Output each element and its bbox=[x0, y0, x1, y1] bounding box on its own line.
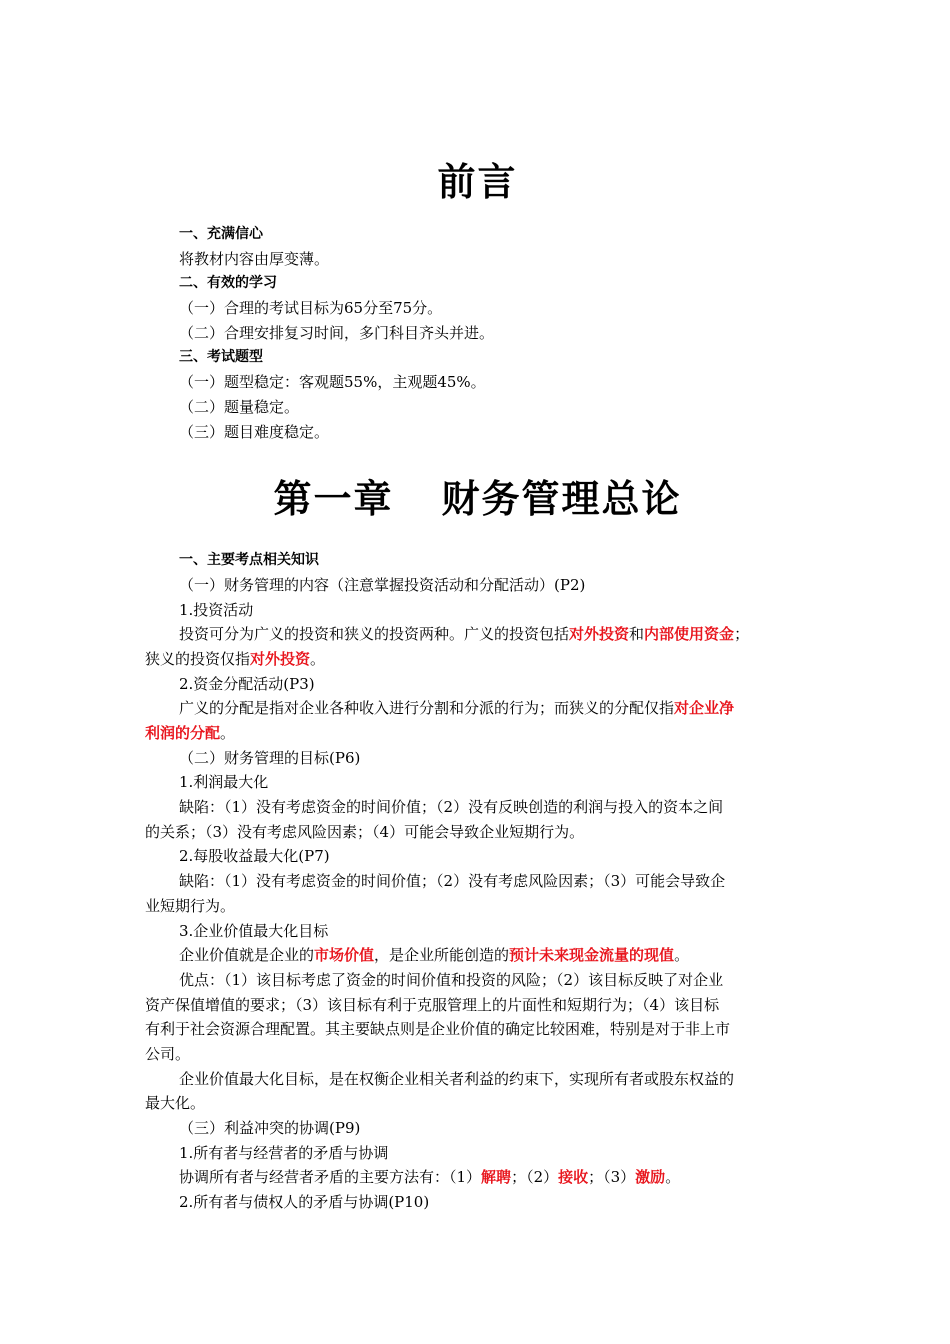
text: ； bbox=[734, 625, 750, 644]
preface-heading-2: 二、有效的学习 bbox=[179, 275, 277, 292]
highlight: 对企业净 bbox=[674, 699, 735, 718]
paragraph-coordination bbox=[145, 1165, 810, 1190]
paragraph-distribution-1 bbox=[145, 696, 810, 721]
chapter-name: 财务管理总论 bbox=[441, 476, 682, 522]
highlight: 接收 bbox=[558, 1168, 589, 1187]
preface-text-2b: （二）合理安排复习时间，多门科目齐头并进。 bbox=[179, 323, 495, 342]
highlight: 利润的分配 bbox=[145, 724, 221, 742]
paragraph-max-1: 企业价值最大化目标，是在权衡企业相关者利益的约束下，实现所有者或股东权益的 bbox=[179, 1069, 735, 1088]
text: 狭义的投资仅指 bbox=[145, 649, 251, 668]
paragraph-defects-1a: 缺陷：（1）没有考虑资金的时间价值；（2）没有反映创造的利润与投入的资本之间 bbox=[179, 798, 724, 817]
chapter-heading-1: 一、主要考点相关知识 bbox=[179, 552, 319, 569]
text: 广义的分配是指对企业各种收入进行分割和分派的行为；而狭义的分配仅指 bbox=[179, 699, 675, 718]
text: ；（2） bbox=[511, 1168, 559, 1187]
text: ，是企业所能创造的 bbox=[374, 946, 510, 965]
paragraph-defects-1b: 的关系；（3）没有考虑风险因素；（4）可能会导致企业短期行为。 bbox=[145, 822, 585, 841]
highlight: 内部使用资金 bbox=[644, 625, 735, 644]
document-page bbox=[145, 0, 810, 1215]
paragraph-distribution-2 bbox=[145, 721, 810, 746]
subsection-owner-creditor: 2.所有者与债权人的矛盾与协调(P10) bbox=[179, 1193, 430, 1212]
paragraph-investment-1 bbox=[145, 622, 810, 647]
subsection-value-max: 3.企业价值最大化目标 bbox=[179, 921, 329, 940]
paragraph-advantages-1: 优点：（1）该目标考虑了资金的时间价值和投资的风险；（2）该目标反映了对企业 bbox=[179, 970, 724, 989]
subsection-profit-max: 1.利润最大化 bbox=[179, 773, 269, 792]
text: 投资可分为广义的投资和狭义的投资两种。广义的投资包括 bbox=[179, 625, 570, 644]
paragraph-value bbox=[145, 943, 810, 968]
chapter-title bbox=[145, 464, 810, 534]
highlight: 市场价值 bbox=[314, 946, 375, 965]
text: ；（3） bbox=[588, 1168, 636, 1187]
chapter-number: 第一章 bbox=[273, 476, 394, 522]
paragraph-investment-2 bbox=[145, 647, 810, 672]
paragraph-advantages-3: 有利于社会资源合理配置。其主要缺点则是企业价值的确定比较困难，特别是对于非上市 bbox=[145, 1020, 731, 1039]
text: 和 bbox=[629, 625, 645, 644]
preface-text-2a: （一）合理的考试目标为65分至75分。 bbox=[179, 299, 443, 318]
paragraph-defects-2b: 业短期行为。 bbox=[145, 896, 236, 915]
text: 。 bbox=[310, 649, 326, 668]
paragraph-defects-2a: 缺陷：（1）没有考虑资金的时间价值；（2）没有考虑风险因素；（3）可能会导致企 bbox=[179, 872, 726, 891]
preface-text-3c: （三）题目难度稳定。 bbox=[179, 422, 330, 441]
subsection-distribution: 2.资金分配活动(P3) bbox=[179, 674, 315, 693]
section-1-heading: （一）财务管理的内容（注意掌握投资活动和分配活动）(P2) bbox=[179, 575, 586, 594]
preface-heading-3: 三、考试题型 bbox=[179, 349, 263, 366]
highlight: 预计未来现金流量的现值 bbox=[509, 946, 675, 965]
section-2-heading: （二）财务管理的目标(P6) bbox=[179, 748, 361, 767]
text: 。 bbox=[674, 946, 690, 965]
section-3-heading: （三）利益冲突的协调(P9) bbox=[179, 1119, 361, 1137]
highlight: 对外投资 bbox=[569, 625, 630, 644]
highlight: 解聘 bbox=[481, 1168, 512, 1187]
preface-text-3b: （二）题量稳定。 bbox=[179, 397, 300, 416]
preface-heading-1: 一、充满信心 bbox=[179, 226, 263, 242]
subsection-owner-manager: 1.所有者与经营者的矛盾与协调 bbox=[179, 1143, 389, 1162]
preface-text-1: 将教材内容由厚变薄。 bbox=[179, 249, 330, 268]
paragraph-max-2: 最大化。 bbox=[145, 1094, 206, 1113]
subsection-investment: 1.投资活动 bbox=[179, 600, 254, 619]
text: 。 bbox=[220, 724, 236, 742]
paragraph-advantages-4: 公司。 bbox=[145, 1044, 191, 1063]
highlight: 激励 bbox=[635, 1168, 666, 1187]
preface-title: 前言 bbox=[437, 159, 518, 204]
subsection-eps-max: 2.每股收益最大化(P7) bbox=[179, 847, 330, 866]
preface-text-3a: （一）题型稳定：客观题55%，主观题45%。 bbox=[179, 373, 486, 392]
text: 企业价值就是企业的 bbox=[179, 946, 315, 965]
highlight: 对外投资 bbox=[250, 649, 311, 668]
paragraph-advantages-2: 资产保值增值的要求；（3）该目标有利于克服管理上的片面性和短期行为；（4）该目标 bbox=[145, 995, 720, 1014]
text: 协调所有者与经营者矛盾的主要方法有：（1） bbox=[179, 1168, 482, 1187]
text: 。 bbox=[665, 1168, 681, 1187]
